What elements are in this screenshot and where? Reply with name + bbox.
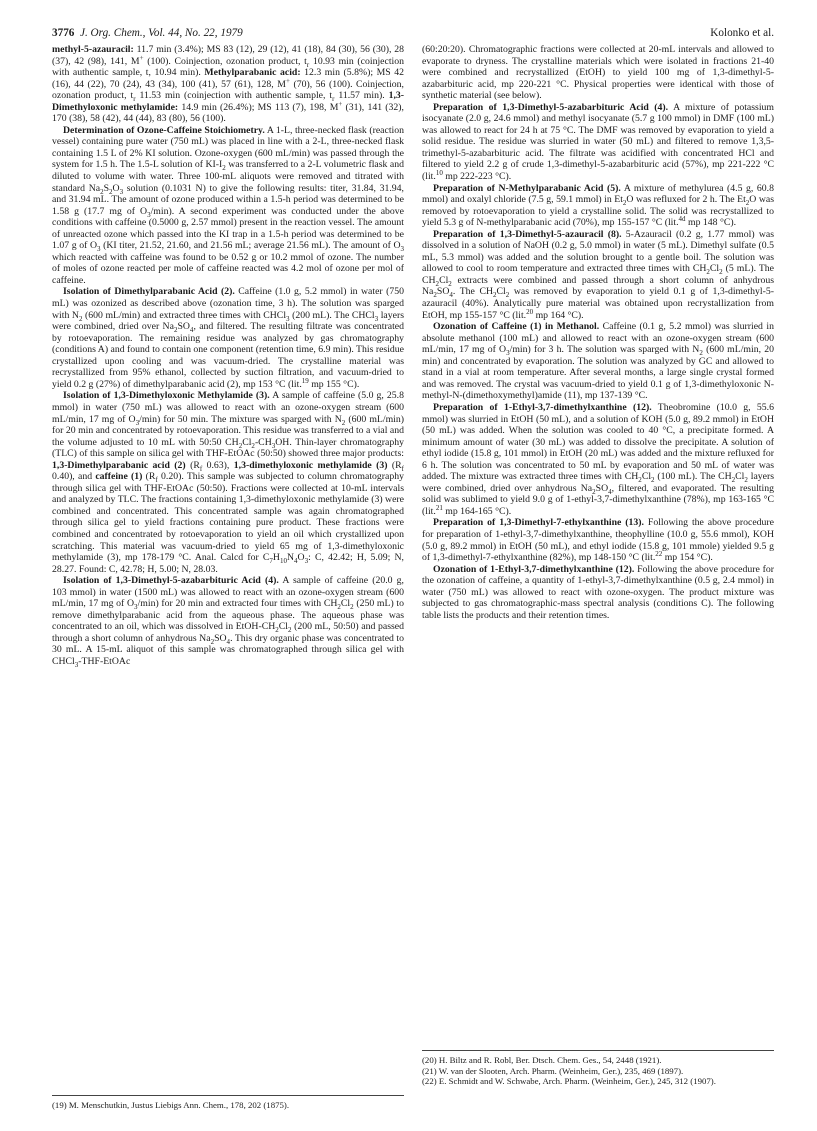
footnote-21: (21) W. van der Slooten, Arch. Pharm. (Weinheim, Ger.), 235, 469 (1897). xyxy=(422,1065,684,1076)
paragraph-prep-azauracil: Preparation of 1,3-Dimethyl-5-azauracil (8). 5-Azauracil (0.2 g, 1.77 mmol) was dissolved in a solution of NaOH (0.2 g, 5.0 mmol) in water (5 mL). Dimethyl sulfate (0.5 mL, 5.3 mmol) was added and the solution brought to a gentle boil. The solution was allowed to cool to room temperature and extracted three times with $CH_2Cl_2$ (5 mL). The $CH_2Cl_2$ extracts were combined and passed through a short column of anhydrous $Na_2SO_4$. The $CH_2Cl_2$ was removed by evaporation to yield 0.1 g of 1,3-dimethyl-5-azauracil (40%). Analytically pure material was obtained upon recrystallization from EtOH, mp 155-157 °C (lit.$^{20}$ mp 164 °C). xyxy=(422,228,775,321)
footnote-20: (20) H. Biltz and R. Robl, Ber. Dtsch. Chem. Ges., 54, 2448 (1921). xyxy=(422,1055,662,1065)
footnotes-right xyxy=(422,1050,774,1087)
paragraph-prep-azabarbituric: Preparation of 1,3-Dimethyl-5-azabarbituric Acid (4). A mixture of potassium isocyanate (2.0 g, 24.6 mmol) and methyl isocyanate (5.7 g 100 mmol) in DMF (100 mL) was allowed to react for 24 h at 75 °C. The DMF was removed by evaporation to yield a solid residue. The residue was slurried in water (50 mL) and filtered to remove 1,3,5-trimethyl-5-azabarbituric acid. The filtrate was acidified with concentrated HCl and filtered to yield 2.2 g of crude 1,3-dimethyl-5-azabarbituric acid (57%), mp 221-222 °C (lit.$^{10}$ mp 222-223 °C). xyxy=(422,101,774,183)
footnote-rule xyxy=(52,1095,404,1096)
left-column xyxy=(52,44,404,668)
paragraph-prep-dimethyl-ethylxanthine: Preparation of 1,3-Dimethyl-7-ethylxanthine (13). Following the above procedure for preparation of 1-ethyl-3,7-dimethylxanthine, theophylline (10.0 g, 55.6 mmol), KOH (5.0 g, 89.2 mmol) in EtOH (50 mL), and ethyl iodide (15.8 g, 101 mmole) yielded 9.5 g of 1,3-dimethyl-7-ethylxanthine (82%), mp 148-150 °C (lit.$^{22}$ mp 154 °C). xyxy=(422,517,774,564)
running-authors: Kolonko et al. xyxy=(710,27,774,39)
paragraph-isolation-azabarbituric: Isolation of 1,3-Dimethyl-5-azabarbituric Acid (4). A sample of caffeine (20.0 g, 103 mmol) in water (1500 mL) was allowed to react with an ozone-oxygen stream (600 mL/min, 17 mg of $O_3/\min$) for 20 min and extracted four times with $CH_2Cl_2$ (250 mL) to remove dimethylparabanic acid from the aqueous phase. The aqueous phase was concentrated to an oil, which was dissolved in EtOH-$CH_2Cl_2$ (200 mL, 50:50) and passed through a short column of anhydrous $Na_2SO_4$. This dry organic phase was concentrated to 30 mL. A 15-mL aliquot of this sample was chromatographed through silica gel with CHCl$_3$-THF-EtOAc xyxy=(52,575,405,669)
page-header xyxy=(52,24,774,42)
footnotes-left xyxy=(52,1095,404,1111)
paragraph-chromatography-continued: (60:20:20). Chromatographic fractions were collected at 20-mL intervals and allowed to evaporate to dryness. The crystalline materials which were isolated in fractions 21-40 were combined and recrystallized (EtOH) to yield 100 mg of 1,3-dimethyl-5-azabarbituric acid, mp 220-221 °C. Physical properties were identical with those of synthetic material (see below). xyxy=(422,44,774,102)
paragraph-ozonation-ethyl-xanthine: Ozonation of 1-Ethyl-3,7-dimethylxanthine (12). Following the above procedure for the ozonation of caffeine, a quantity of 1-ethyl-3,7-dimethylxanthine (0.5 g, 2.4 mmol) in water (750 mL) was allowed to react with ozone-oxygen. The product mixture was subjected to gas chromatographic-mass spectral analysis (conditions C). The following table lists the products and their retention times. xyxy=(422,563,774,621)
paragraph-ozonation-methanol: Ozonation of Caffeine (1) in Methanol. Caffeine (0.1 g, 5.2 mmol) was slurried in absolute methanol (100 mL) and allowed to react with an ozone-oxygen stream (600 mL/min, 17 mg of $O_3/\min$) for 3 h. The solution was sparged with $N_2$ (600 mL/min, 20 min) and concentrated by evaporation. The solution was analyzed by GC and allowed to stand in a vial at room temperature. After several months, a large single crystal formed and was removed. The crystal was vacuum-dried to yield 0.1 g of 1,3-dimethyloxonic N-methyl-N-(dimethoxymethyl)amide (11), mp 137-139 °C. xyxy=(422,321,775,402)
paragraph-ms-data: methyl-5-azauracil: 11.7 min (3.4%); MS 83 (12), 29 (12), 41 (18), 84 (30), 56 (30), 28 (37), 42 (98), 141, M+ (100). Coinjection, ozonation product, $t_r$ 10.93 min (coinjection with authentic sample, t, 10.94 min). Methylparabanic acid: 12.3 min (5.8%); MS 42 (16), 44 (22), 70 (24), 43 (34), 100 (41), 57 (61), 128, M+ (70), 56 (100). Coinjection, ozonation product, $t_r$ 11.53 min (coinjection with authentic sample, $t_r$ 11.57 min). 1,3-Dimethyloxonic methylamide: 14.9 min (26.4%); MS 113 (7), 198, M+ (31), 141 (32), 170 (38), 58 (42), 44 (44), 83 (80), 56 (100). xyxy=(52,44,404,125)
paragraph-prep-methylparabanic: Preparation of N-Methylparabanic Acid (5). A mixture of methylurea (4.5 g, 60.8 mmol) and oxalyl chloride (7.5 g, 59.1 mmol) in $Et_2O$ was refluxed for 2 h. The $Et_2O$ was removed by rotoevaporation to yield a crystalline solid. The solid was recrystallized to yield 5.3 g of N-methylparabanic acid (70%), mp 155-157 °C (lit.$^{4d}$ mp 148 °C). xyxy=(422,182,774,229)
footnote-19: (19) M. Menschutkin, Justus Liebigs Ann. Chem., 178, 202 (1875). xyxy=(52,1100,290,1110)
paragraph-stoichiometry: Determination of Ozone-Caffeine Stoichiometry. A 1-L, three-necked flask (reaction vessel) containing pure water (750 mL) was placed in line with a 2-L, three-necked flask containing 1.5 L of 2% KI solution. Ozone-oxygen (600 mL/min) was passed through the system for 1.5 h. The 1.5-L solution of $KI-I_2$ was transferred to a 2-L volumetric flask and diluted to volume with water. Three 100-mL aliquots were removed and titrated with standard $Na_2S_2O_3$ solution (0.1031 N) to give the following results: titer, 31.84, 31.94, and 31.94 mL. The amount of ozone produced within a 1.5-h period was determined to be 1.58 g (17.7 mg of $O_3/\min$). A second experiment was conducted under the above conditions with caffeine (0.5000 g, 2.57 mmol) present in the reaction vessel. The amount of unreacted ozone which passed into the KI trap in a 1.5-h period was determined to be 1.07 g of $O_3$ (KI titer, 21.52, 21.60, and 21.56 mL; average 21.56 mL). The amount of $O_3$ which reacted with caffeine was found to be 0.52 g or 10.2 mmol of ozone. The number of moles of ozone reacted per mole of caffeine reacted was 4.2 mol of ozone per mol of caffeine. xyxy=(52,124,405,286)
footnote-22: (22) E. Schmidt and W. Schwabe, Arch. Pharm. (Weinheim, Ger.), 245, 312 (1907). xyxy=(422,1076,716,1087)
paragraph-prep-ethyl-dimethylxanthine: Preparation of 1-Ethyl-3,7-dimethylxanthine (12). Theobromine (10.0 g, 55.6 mmol) was slurried in EtOH (50 mL), and a solution of KOH (5.0 g, 89.2 mmol) in EtOH (50 mL) was added. When the solution was cooled to 40 °C, a precipitate formed. A minimum amount of water (30 mL) was added to dissolve the precipitate. A solution of ethyl iodide (15.8 g, 101 mmol) in EtOH (20 mL) was added and the mixture refluxed for 6 h. The solution was concentrated to 50 mL by evaporation and 50 mL of water was added. The mixture was extracted three times with $CH_2Cl_2$ (100 mL). The $CH_2Cl_2$ layers were combined, dried over anhydrous $Na_2SO_4$, filtered, and evaporated. The resulting solid was sublimed to yield 9.0 g of 1-ethyl-3,7-dimethylxanthine (78%), mp 163-165 °C (lit.$^{21}$ mp 164-165 °C). xyxy=(422,401,775,517)
paragraph-isolation-oxonic-methylamide: Isolation of 1,3-Dimethyloxonic Methylamide (3). A sample of caffeine (5.0 g, 25.8 mmol) in water (750 mL) was allowed to react with an ozone-oxygen stream (600 mL/min, 17 mg of $O_3/\min$) for 50 min. The mixture was sparged with $N_2$ (600 mL/min) for 20 min and concentrated by rotoevaporation. This residue was transferred to a vial and the volume adjusted to 10 mL with 50:50 $CH_2Cl_2-CH_3OH$. Thin-layer chromatography (TLC) of this sample on silica gel with THF-EtOAc (50:50) showed three major products: 1,3-Dimethylparabanic acid (2) ($R_f$ 0.63), 1,3-dimethyloxonic methylamide (3) ($R_f$ 0.40), and caffeine (1) ($R_f$ 0.20). This sample was subjected to column chromatography through silica gel with THF-EtOAc (50:50). Fractions were collected at 10-mL intervals and analyzed by TLC. The fractions containing 1,3-dimethyloxonic methylamide (3) were combined and concentrated. This concentrated sample was again chromatographed through silica gel to yield fractions containing pure product. These fractions were combined and concentrated by rotoevaporation to yield an oil which crystallized upon scratching. This material was vacuum-dried to yield 65 mg of 1,3-dimethyloxonic methylamide (3), mp 178-179 °C. Anal. Calcd for $C_7H_{10}N_4O_3$: C, 42.42; H, 5.09; N, 28.27. Found: C, 42.78; H, 5.00; N, 28.03. xyxy=(52,390,405,575)
footnote-rule xyxy=(422,1050,774,1051)
paragraph-isolation-dimethylparabanic: Isolation of Dimethylparabanic Acid (2). Caffeine (1.0 g, 5.2 mmol) in water (750 mL) was ozonized as described above (ozonation time, 3 h). The solution was sparged with $N_2$ (600 mL/min) and extracted three times with CHCl$_3$ (200 mL). The CHCl$_3$ layers were combined, dried over $Na_2SO_4$, and filtered. The resulting filtrate was concentrated by rotoevaporation. The remaining residue was analyzed by gas chromatography (conditions A) and found to contain one component (retention time, 6.9 min). This residue crystallized upon cooling and was vacuum-dried. The crystalline material was recrystallized from 95% ethanol, collected by suction filtration, and vacuum-dried to yield 0.2 g (27%) of dimethylparabanic acid (2), mp 153 °C (lit.$^{19}$ mp 155 °C). xyxy=(52,286,405,390)
page-number: 3776 xyxy=(52,27,75,39)
right-column xyxy=(422,44,774,621)
journal-citation: J. Org. Chem., Vol. 44, No. 22, 1979 xyxy=(80,27,243,39)
